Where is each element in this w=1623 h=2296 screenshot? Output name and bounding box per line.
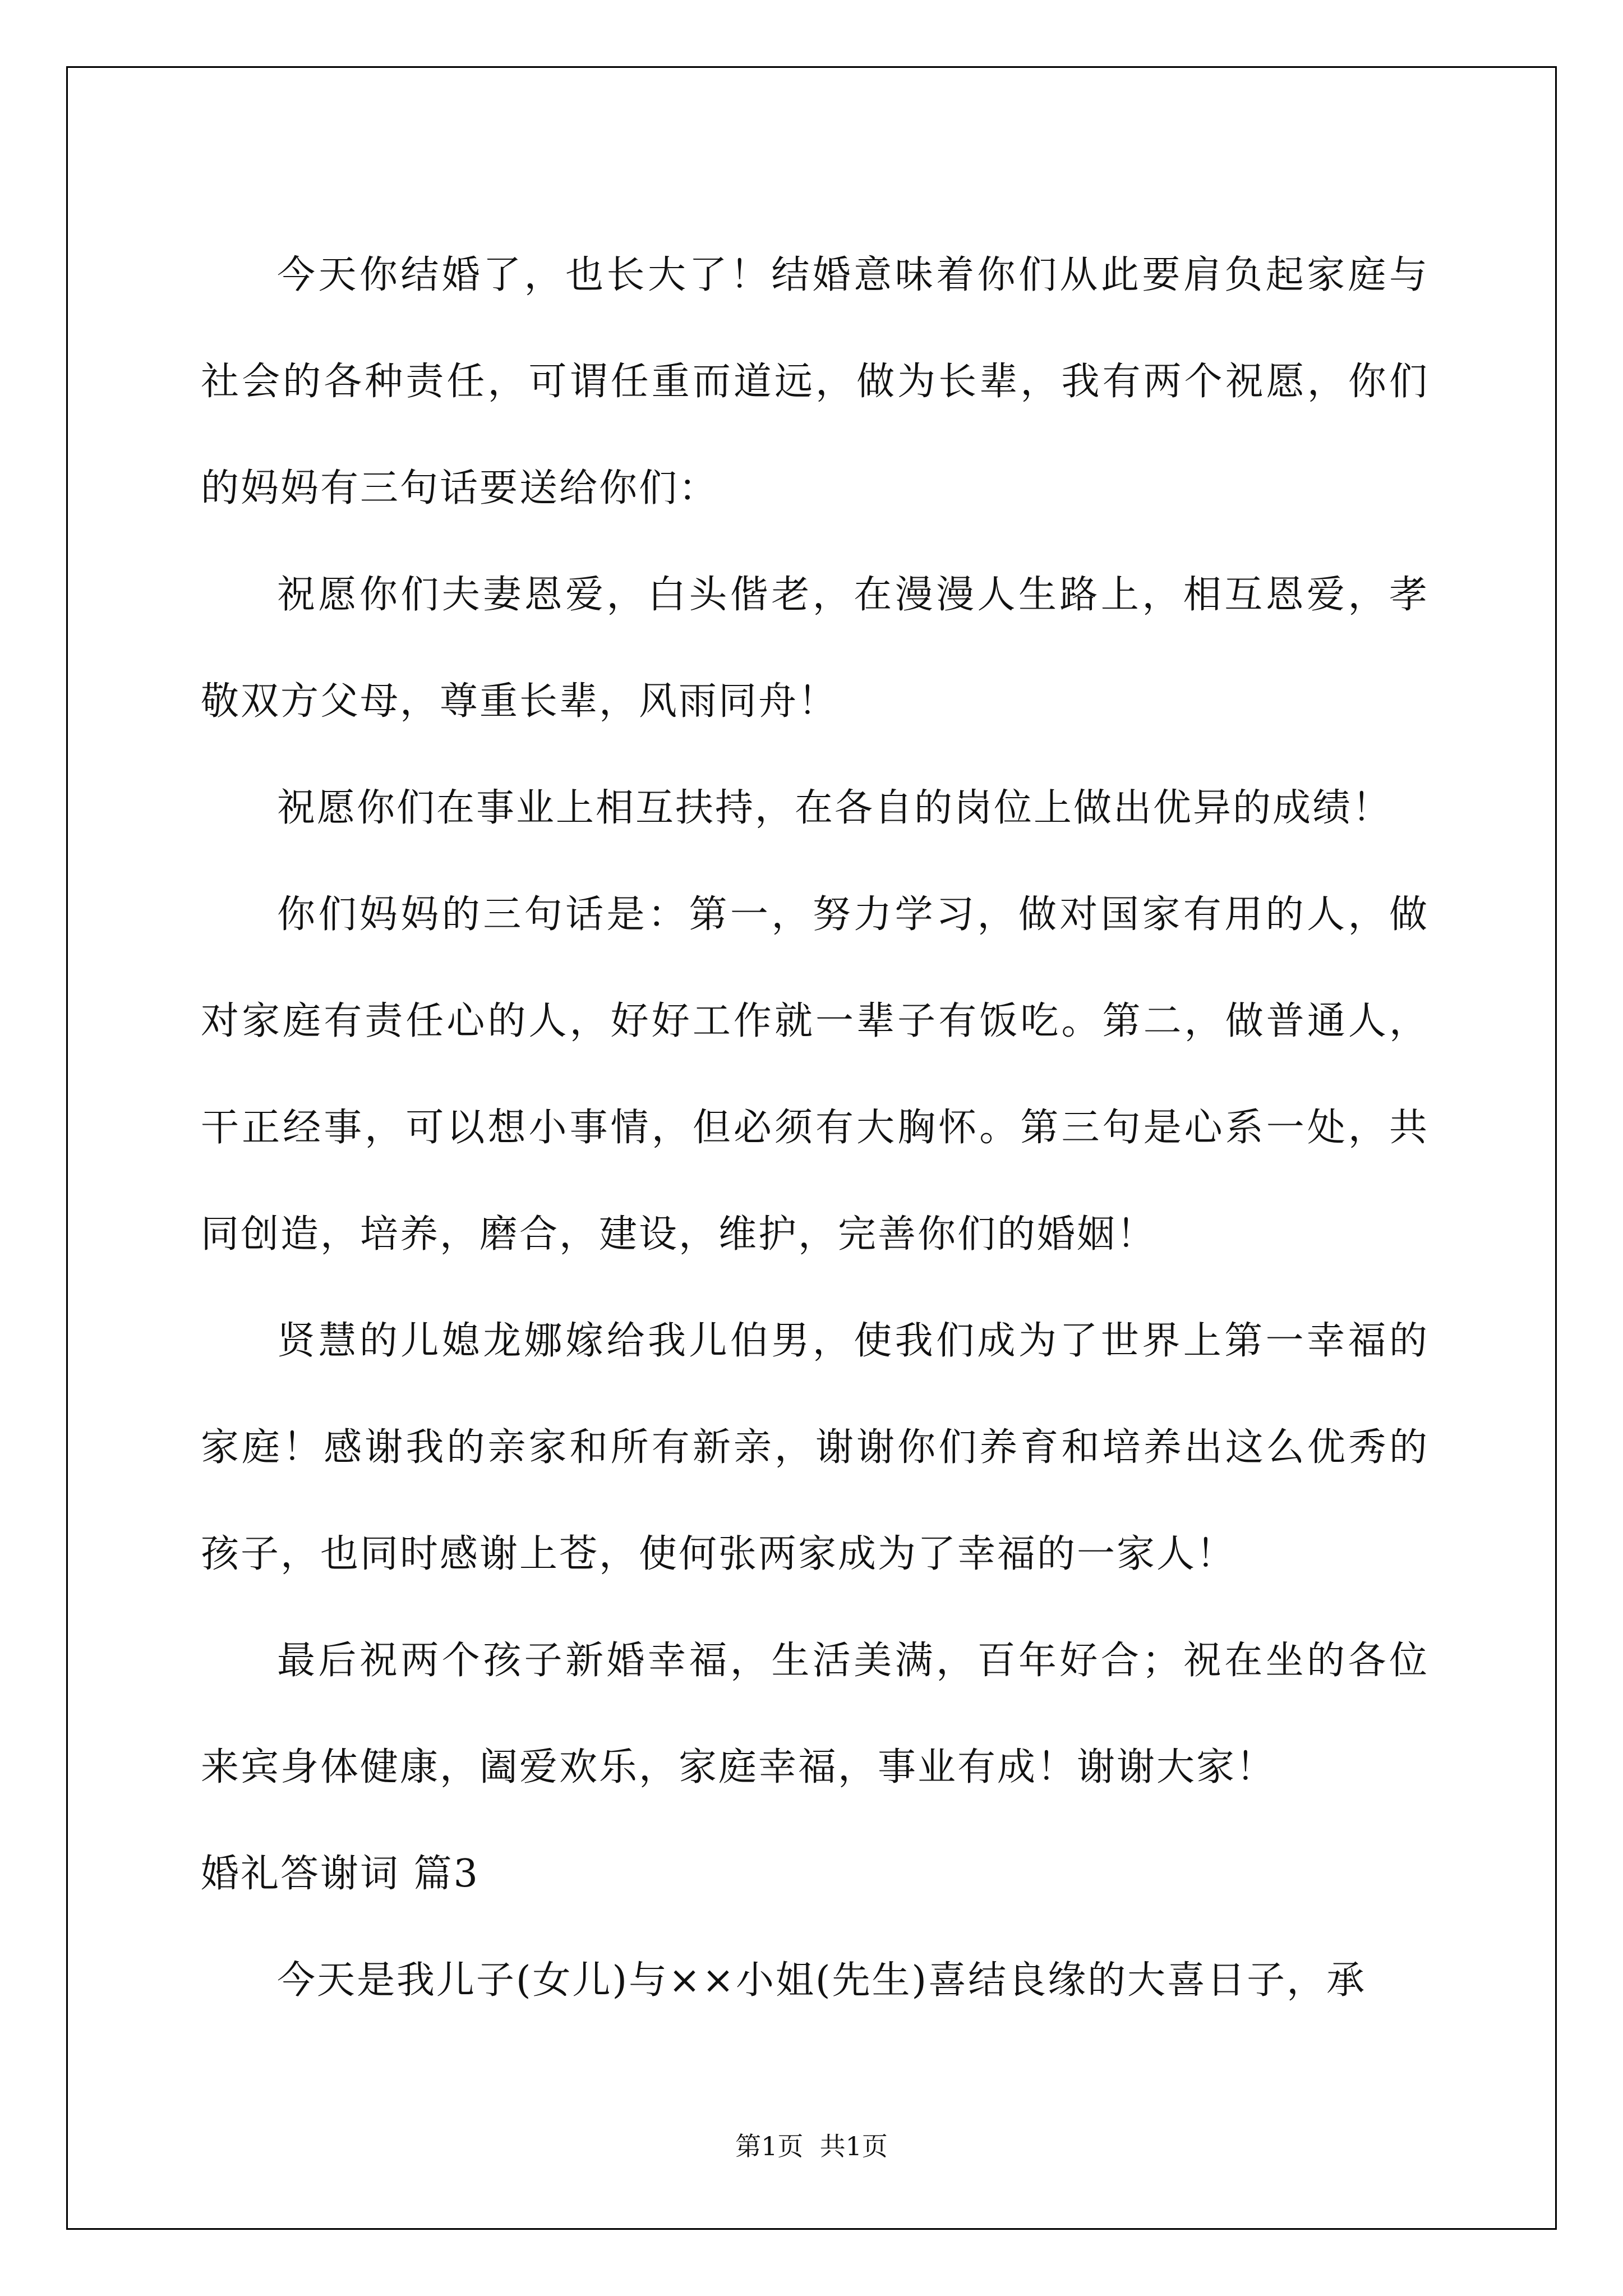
- section-heading: 婚礼答谢词 篇3: [201, 1852, 479, 1896]
- paragraph-1: 今天你结婚了，也长大了！结婚意味着你们从此要肩负起家庭与社会的各种责任，可谓任重而道远，做为长辈，我有两个祝愿，你们的妈妈有三句话要送给你们：: [201, 253, 1429, 510]
- paragraph-4: 你们妈妈的三句话是：第一，努力学习，做对国家有用的人，做对家庭有责任心的人，好好工作就一辈子有饭吃。第二，做普通人，干正经事，可以想小事情，但必须有大胸怀。第三句是心系一处，共同创造，培养，磨合，建设，维护，完善你们的婚姻！: [201, 892, 1429, 1257]
- paragraph-2: 祝愿你们夫妻恩爱，白头偕老，在漫漫人生路上，相互恩爱，孝敬双方父母，尊重长辈，风雨同舟！: [201, 573, 1429, 724]
- paragraph-7: 今天是我儿子(女儿)与××小姐(先生)喜结良缘的大喜日子，承: [277, 1958, 1367, 2003]
- page-number-label: 第1页 共1页: [735, 2131, 888, 2161]
- paragraph-6: 最后祝两个孩子新婚幸福，生活美满，百年好合；祝在坐的各位来宾身体健康，阖爱欢乐，家庭幸福，事业有成！谢谢大家！: [201, 1639, 1429, 1789]
- page-footer: [0, 2129, 1623, 2163]
- document-body: [201, 222, 1429, 2034]
- paragraph-3: 祝愿你们在事业上相互扶持，在各自的岗位上做出优异的成绩！: [277, 786, 1393, 830]
- paragraph-5: 贤慧的儿媳龙娜嫁给我儿伯男，使我们成为了世界上第一幸福的家庭！感谢我的亲家和所有新亲，谢谢你们养育和培养出这么优秀的孩子，也同时感谢上苍，使何张两家成为了幸福的一家人！: [201, 1319, 1429, 1576]
